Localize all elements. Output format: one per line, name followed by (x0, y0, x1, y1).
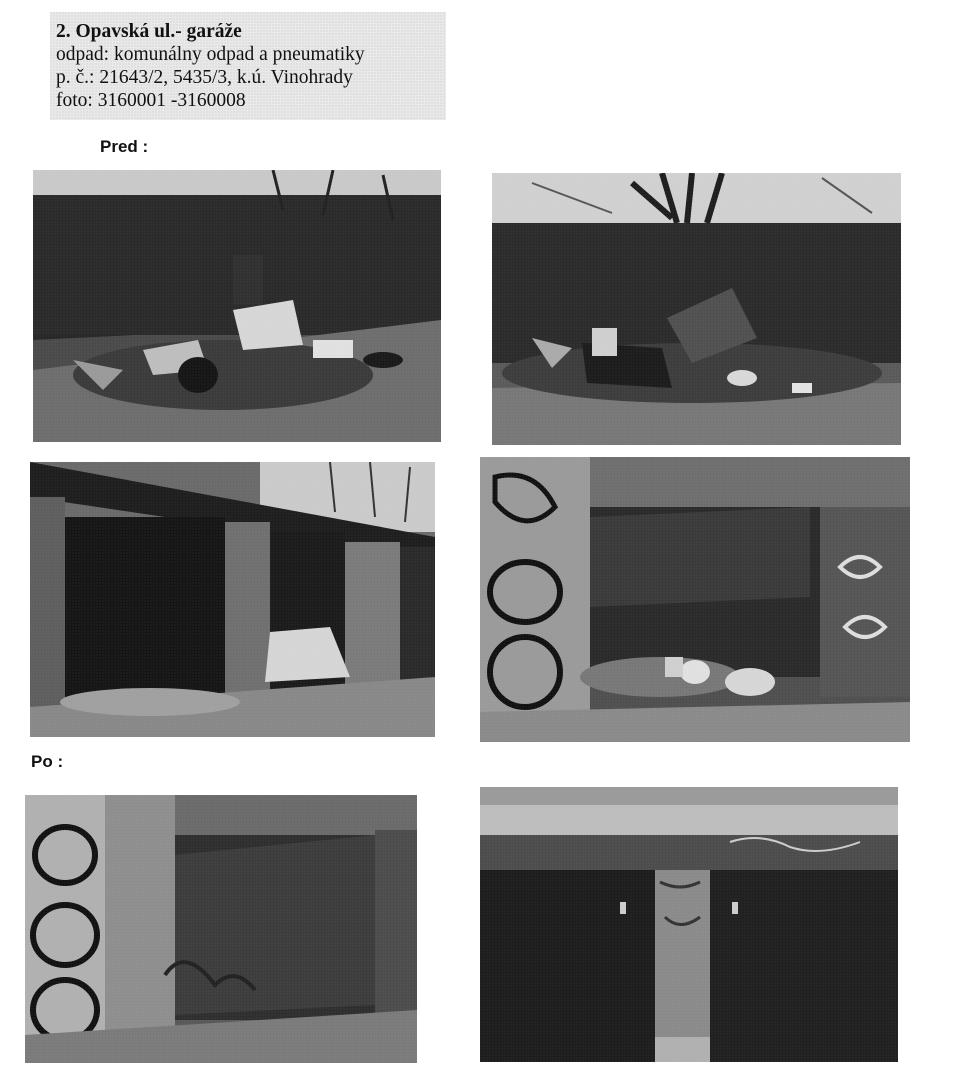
after-photo-1 (25, 795, 417, 1063)
before-photo-2 (492, 173, 901, 445)
before-photo-4 (480, 457, 910, 742)
after-label: Po : (31, 752, 64, 771)
before-photo-1 (33, 170, 441, 442)
photo-numbers-line: foto: 3160001 -3160008 (56, 90, 246, 111)
before-photo-3 (30, 462, 435, 737)
location-title: 2. Opavská ul.- garáže (56, 21, 242, 42)
after-photo-2 (480, 787, 898, 1062)
waste-type-line: odpad: komunálny odpad a pneumatiky (56, 44, 365, 65)
header-box (50, 12, 446, 120)
before-label: Pred : (100, 137, 149, 156)
parcel-line: p. č.: 21643/2, 5435/3, k.ú. Vinohrady (56, 67, 353, 88)
